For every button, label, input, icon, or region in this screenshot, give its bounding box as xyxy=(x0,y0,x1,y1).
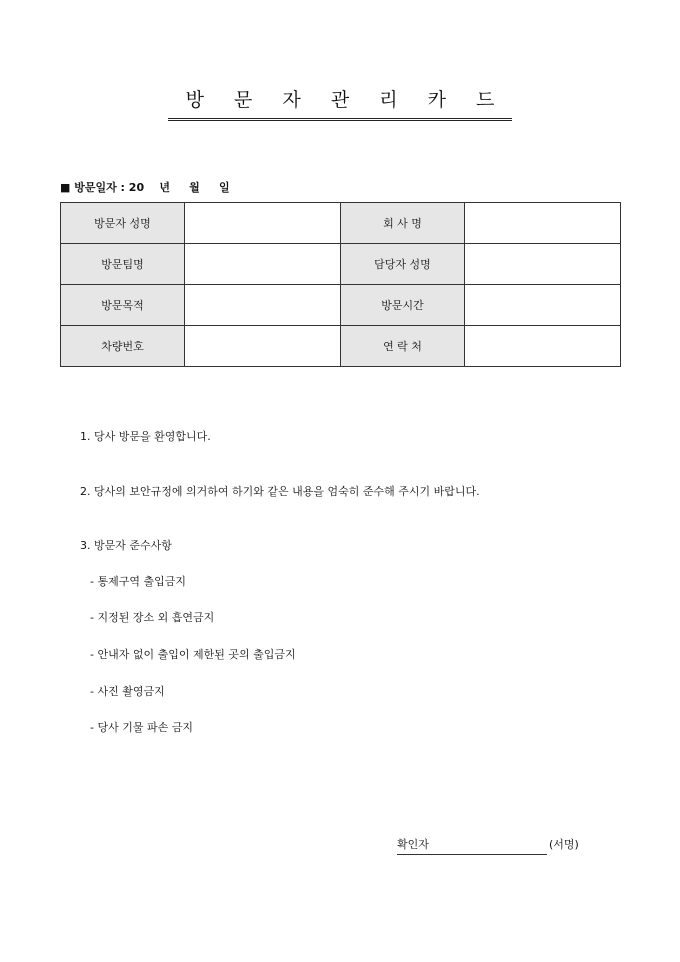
field-contact-person[interactable] xyxy=(465,244,621,285)
notice-welcome: 1. 당사 방문을 환영합니다. xyxy=(80,430,211,443)
rule-item: - 당사 기물 파손 금지 xyxy=(90,721,193,734)
label-vehicle-number: 차량번호 xyxy=(61,326,185,367)
title-container xyxy=(0,86,680,121)
field-vehicle-number[interactable] xyxy=(185,326,341,367)
rule-item: - 사진 촬영금지 xyxy=(90,685,165,698)
rule-item: - 통제구역 출입금지 xyxy=(90,575,186,588)
document-title: 방 문 자 관 리 카 드 xyxy=(168,86,513,121)
visit-date-line: ■ 방문일자 : 20 년 월 일 xyxy=(60,181,230,194)
notice-security-rules: 2. 당사의 보안규정에 의거하여 하기와 같은 내용을 엄숙히 준수해 주시기 바랍니다. xyxy=(80,485,480,498)
field-company-name[interactable] xyxy=(465,203,621,244)
label-contact: 연 락 처 xyxy=(341,326,465,367)
label-company-name: 회 사 명 xyxy=(341,203,465,244)
rule-item: - 안내자 없이 출입이 제한된 곳의 출입금지 xyxy=(90,648,296,661)
field-visit-purpose[interactable] xyxy=(185,285,341,326)
field-contact[interactable] xyxy=(465,326,621,367)
confirm-field[interactable] xyxy=(397,836,547,855)
rule-item: - 지정된 장소 외 흡연금지 xyxy=(90,611,215,624)
field-visitor-name[interactable] xyxy=(185,203,341,244)
table-row xyxy=(61,203,621,244)
confirmation-block xyxy=(397,836,579,855)
table-row xyxy=(61,326,621,367)
label-visitor-name: 방문자 성명 xyxy=(61,203,185,244)
notice-visitor-rules-heading: 3. 방문자 준수사항 xyxy=(80,539,172,552)
visitor-info-table xyxy=(60,202,621,367)
confirm-label: 확인자 xyxy=(397,838,429,851)
label-team-name: 방문팀명 xyxy=(61,244,185,285)
field-visit-time[interactable] xyxy=(465,285,621,326)
label-visit-purpose: 방문목적 xyxy=(61,285,185,326)
label-contact-person: 담당자 성명 xyxy=(341,244,465,285)
label-visit-time: 방문시간 xyxy=(341,285,465,326)
signature-label: (서명) xyxy=(549,838,579,851)
table-row xyxy=(61,285,621,326)
table-row xyxy=(61,244,621,285)
field-team-name[interactable] xyxy=(185,244,341,285)
